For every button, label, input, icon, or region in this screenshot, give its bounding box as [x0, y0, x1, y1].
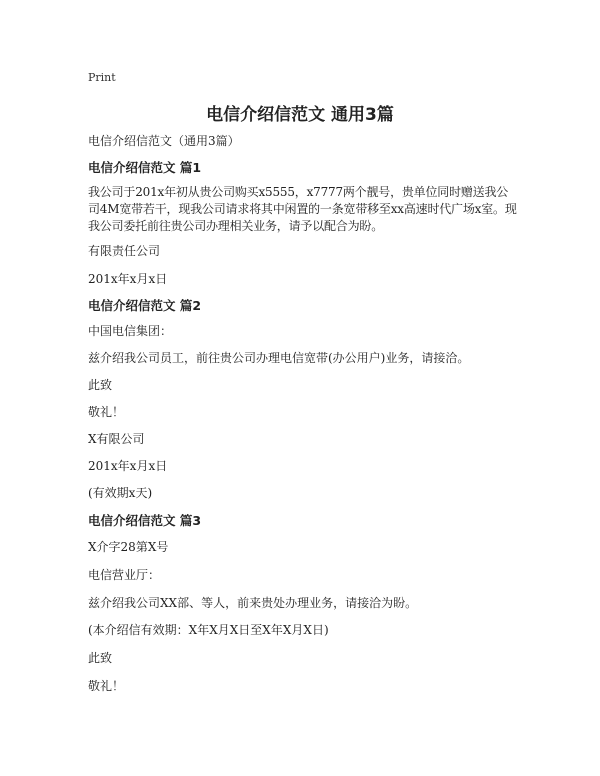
section-2-body: 兹介绍我公司员工，前往贵公司办理电信宽带(办公用户)业务，请接洽。: [88, 351, 470, 365]
section-2-company: X有限公司: [88, 432, 145, 446]
section-2-validity: (有效期x天): [88, 486, 153, 500]
section-3-closing: 此致: [88, 651, 113, 665]
section-2-heading: 电信介绍信范文 篇2: [88, 298, 202, 313]
document-subtitle: 电信介绍信范文（通用3篇）: [88, 134, 240, 148]
section-1-date: 201x年x月x日: [88, 272, 168, 286]
print-label: Print: [88, 71, 116, 84]
section-2-closing: 此致: [88, 378, 113, 392]
section-2-recipient: 中国电信集团：: [88, 324, 173, 338]
section-1-company: 有限责任公司: [88, 244, 161, 258]
section-1-paragraph: 我公司于201x年初从贵公司购买x5555，x7777两个靓号，贵单位同时赠送我公司4M宽带若干，现我公司请求将其中闲置的一条宽带移至xx高速时代广场x室。现我公司委托前往贵公司办理相关业务，请予以配合为盼。: [88, 185, 517, 233]
section-2-salutation: 敬礼！: [88, 405, 125, 419]
section-3-body: 兹介绍我公司XX部、等人，前来贵处办理业务，请接洽为盼。: [88, 596, 418, 610]
section-3-validity: (本介绍信有效期：X年X月X日至X年X月X日): [88, 623, 329, 637]
section-1-heading: 电信介绍信范文 篇1: [88, 160, 202, 175]
document-title: 电信介绍信范文 通用3篇: [206, 105, 394, 125]
section-3-ref-number: X介字28第X号: [88, 540, 169, 554]
section-3-salutation: 敬礼！: [88, 679, 125, 693]
section-3-recipient: 电信营业厅：: [88, 568, 161, 582]
section-3-heading: 电信介绍信范文 篇3: [88, 513, 202, 528]
section-2-date: 201x年x月x日: [88, 459, 168, 473]
